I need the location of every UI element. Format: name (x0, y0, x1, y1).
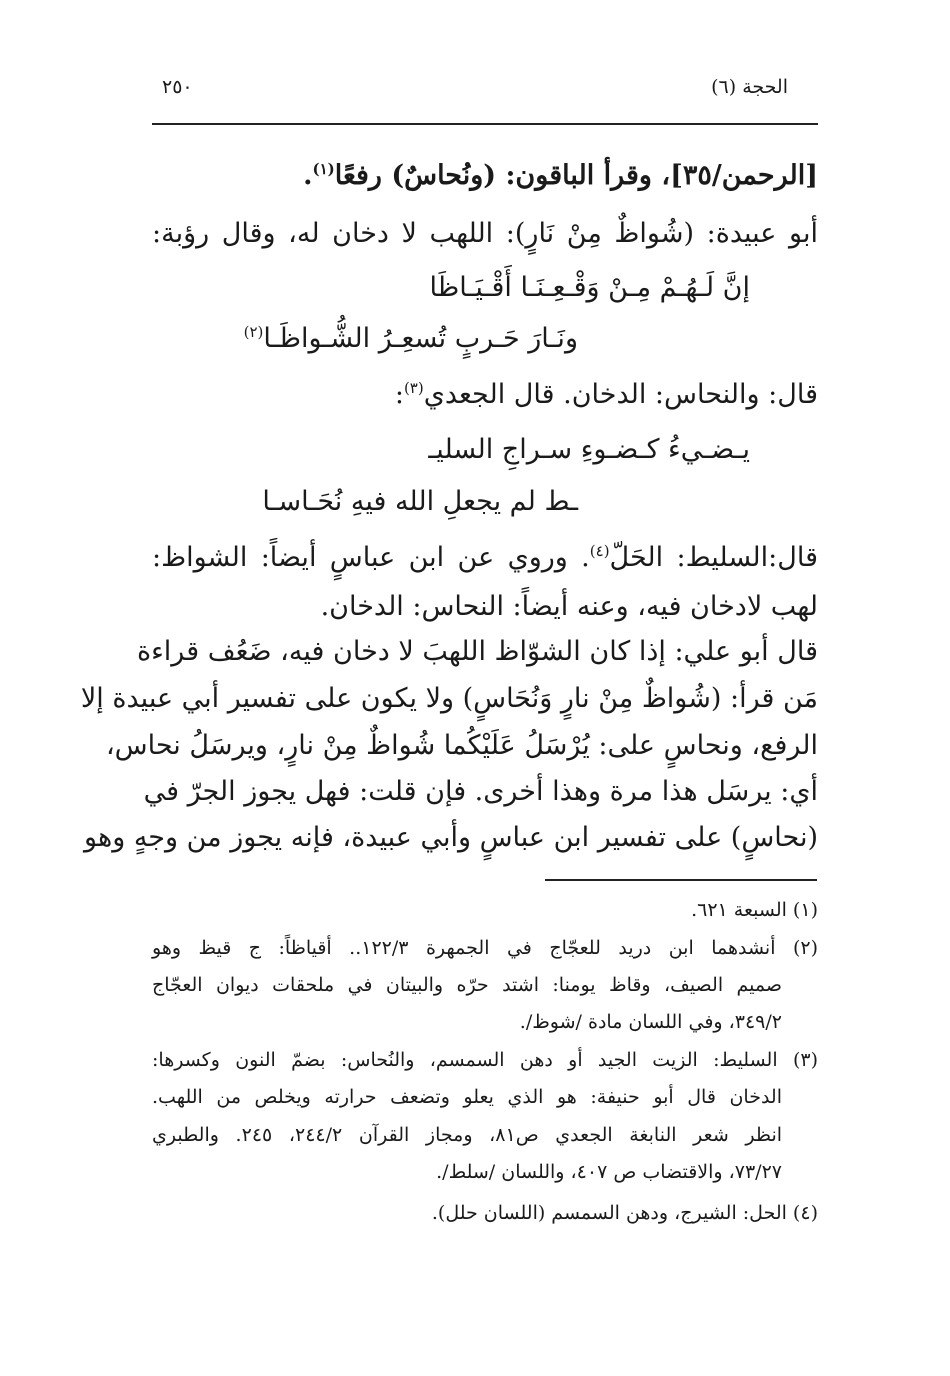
text-line: [الرحمن/٣٥]، وقرأ الباقون: (ونُحاسٌ) رفعًا$^{(١)}$. (303, 160, 818, 191)
footnote-continuation: انظر شعر النابغة الجعدي ص٨١، ومجاز القرآن ٢٤٤/٢، ٢٤٥. والطبري (152, 1124, 783, 1146)
footnote: (٣) السليط: الزيت الجيد أو دهن السمسم، والنُحاس: بضمّ النون وكسرها: (152, 1049, 818, 1071)
text-line: لهب لادخان فيه، وعنه أيضاً: النحاس: الدخان. (320, 591, 818, 622)
footnote: (٤) الحل: الشيرج، ودهن السمسم (اللسان حلل). (431, 1202, 818, 1224)
verse-line: إنَّ لَـهُـمْ مِـنْ وَقْـعِـنَـا أَقْـيَـاظَا (429, 272, 750, 303)
text-line: أبو عبيدة: (شُواظٌ مِنْ نَارٍ): اللهب لا دخان له، وقال رؤبة: (152, 218, 818, 249)
page-number: ٢٥٠ (162, 76, 193, 98)
verse-line: يـضـيءُ كـضـوءِ سـراجِ السليـ (428, 434, 750, 465)
footnote-ref: (٣) (403, 379, 424, 397)
verse-line: ـط لم يجعلِ الله فيهِ نُحَـاسـا (262, 486, 578, 517)
verse-line: ونَـارَ حَـربٍ تُسعِـرُ الشُّـواظَـا$^{(٢)}$ (243, 323, 578, 354)
footnote-continuation: ٧٣/٢٧، والاقتضاب ص ٤٠٧، واللسان /سلط/. (436, 1161, 782, 1183)
footnote: (١) السبعة ٦٢١. (691, 899, 818, 921)
footnote-continuation: ٣٤٩/٢، وفي اللسان مادة /شوظ/. (519, 1011, 782, 1033)
header-rule (152, 123, 818, 125)
text-line: قال:السليط: الحَلّ$^{(٤)}$. وروي عن ابن عباسٍ أيضاً: الشواظ: (152, 542, 818, 573)
footnote-ref: (٢) (243, 323, 264, 341)
text-line: أي: يرسَل هذا مرة وهذا أخرى. فإن قلت: فهل يجوز الجرّ في (143, 776, 818, 807)
footnote: (٢) أنشدهما ابن دريد للعجّاج في الجمهرة ١٢٢/٣.. أقياظاً: ج قيظ وهو (152, 937, 818, 959)
footnote-rule (545, 879, 817, 881)
text-line: قال أبو علي: إذا كان الشوّاظ اللهبَ لا دخان فيه، ضَعُف قراءة (136, 636, 818, 667)
footnote-continuation: صميم الصيف، وقاظ يومنا: اشتد حرّه والبيتان في ملحقات ديوان العجّاج (152, 974, 782, 996)
text-line: (نحاسٍ) على تفسير ابن عباسٍ وأبي عبيدة، فإنه يجوز من وجهٍ وهو (84, 822, 818, 853)
running-title: الحجة (٦) (711, 76, 788, 98)
footnote-ref: (١) (312, 160, 335, 178)
text-line: الرفع، ونحاسٍ على: يُرْسَلُ عَلَيْكُما شُواظٌ مِنْ نارٍ، ويرسَلُ نحاس، (105, 730, 818, 761)
text-line: قال: والنحاس: الدخان. قال الجعدي$^{(٣)}$: (394, 379, 818, 410)
footnote-ref: (٤) (589, 542, 610, 560)
footnote-continuation: الدخان قال أبو حنيفة: هو الذي يعلو وتضعف حرارته ويخلص من اللهب. (152, 1086, 782, 1108)
text-line: مَن قرأ: (شُواظٌ مِنْ نارٍ وَنُحَاسٍ) ولا يكون على تفسير أبي عبيدة إلا (80, 683, 818, 714)
